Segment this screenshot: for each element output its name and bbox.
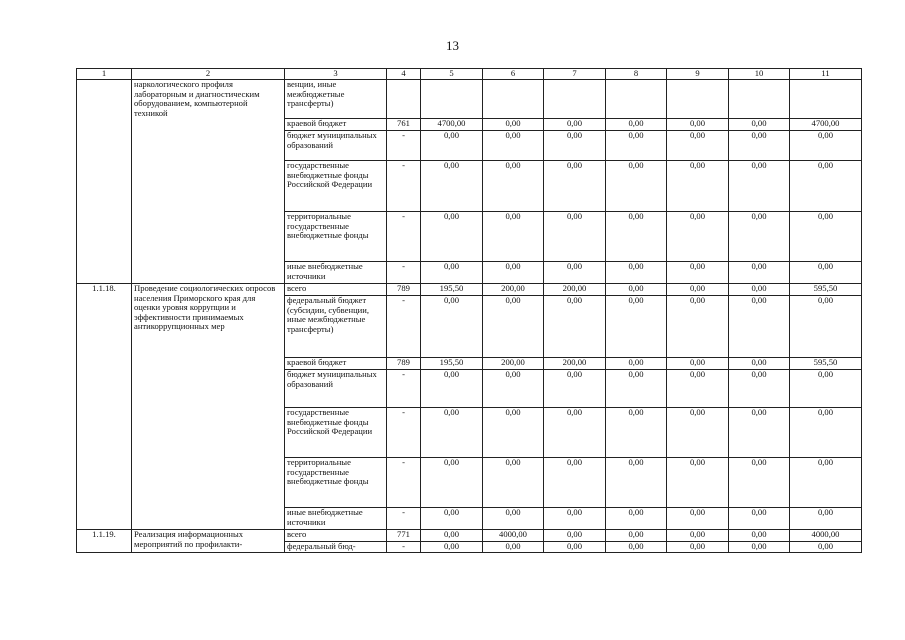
- funding-source: всего: [285, 530, 387, 542]
- amount-cell: [421, 80, 483, 119]
- funding-source: всего: [285, 284, 387, 296]
- budget-code: -: [387, 458, 421, 508]
- funding-source: краевой бюджет: [285, 119, 387, 131]
- funding-source: государственные внебюджетные фонды Российской Федерации: [285, 161, 387, 212]
- budget-code: 789: [387, 284, 421, 296]
- column-header: 8: [606, 69, 667, 80]
- amount-cell: 0,00: [667, 161, 729, 212]
- amount-cell: 0,00: [667, 119, 729, 131]
- amount-cell: 0,00: [790, 508, 862, 530]
- amount-cell: 0,00: [421, 262, 483, 284]
- amount-cell: 0,00: [544, 262, 606, 284]
- amount-cell: 0,00: [606, 530, 667, 542]
- funding-source: территориальные государственные внебюджетные фонды: [285, 212, 387, 262]
- amount-cell: 0,00: [483, 131, 544, 161]
- budget-code: -: [387, 131, 421, 161]
- amount-cell: 0,00: [483, 508, 544, 530]
- amount-cell: 0,00: [729, 161, 790, 212]
- amount-cell: 0,00: [729, 119, 790, 131]
- amount-cell: 0,00: [667, 408, 729, 458]
- amount-cell: 0,00: [421, 296, 483, 358]
- amount-cell: 200,00: [483, 358, 544, 370]
- amount-cell: 0,00: [606, 284, 667, 296]
- amount-cell: 4000,00: [790, 530, 862, 542]
- column-header: 9: [667, 69, 729, 80]
- amount-cell: 0,00: [421, 458, 483, 508]
- amount-cell: 0,00: [544, 370, 606, 408]
- budget-table: [76, 68, 862, 553]
- item-description: наркологического профиля лабораторным и диагностическим оборудованием, компьютерной техникой: [132, 80, 285, 284]
- funding-source: краевой бюджет: [285, 358, 387, 370]
- budget-code: -: [387, 508, 421, 530]
- amount-cell: 595,50: [790, 358, 862, 370]
- amount-cell: 0,00: [667, 508, 729, 530]
- funding-source: венции, иные межбюджетные трансферты): [285, 80, 387, 119]
- column-header: 5: [421, 69, 483, 80]
- amount-cell: 0,00: [606, 542, 667, 553]
- budget-code: [387, 80, 421, 119]
- funding-source: бюджет муниципальных образований: [285, 370, 387, 408]
- amount-cell: 0,00: [544, 458, 606, 508]
- budget-code: -: [387, 296, 421, 358]
- item-description: Проведение социологических опросов населения Приморского края для оценки уровня коррупции и эффективности принимаемых антикоррупционных мер: [132, 284, 285, 530]
- amount-cell: 0,00: [729, 212, 790, 262]
- budget-code: 789: [387, 358, 421, 370]
- funding-source: иные внебюджетные источники: [285, 508, 387, 530]
- amount-cell: 0,00: [667, 542, 729, 553]
- amount-cell: 200,00: [483, 284, 544, 296]
- amount-cell: [790, 80, 862, 119]
- amount-cell: [606, 80, 667, 119]
- amount-cell: 0,00: [667, 530, 729, 542]
- amount-cell: [544, 80, 606, 119]
- amount-cell: 0,00: [667, 370, 729, 408]
- item-code: [77, 80, 132, 284]
- amount-cell: 0,00: [729, 408, 790, 458]
- column-header: 3: [285, 69, 387, 80]
- amount-cell: 0,00: [667, 212, 729, 262]
- amount-cell: 0,00: [729, 508, 790, 530]
- amount-cell: 0,00: [483, 542, 544, 553]
- amount-cell: 195,50: [421, 358, 483, 370]
- amount-cell: 0,00: [729, 296, 790, 358]
- amount-cell: 0,00: [790, 408, 862, 458]
- amount-cell: 0,00: [606, 458, 667, 508]
- amount-cell: 0,00: [667, 296, 729, 358]
- amount-cell: 0,00: [606, 296, 667, 358]
- budget-code: -: [387, 161, 421, 212]
- amount-cell: 0,00: [667, 262, 729, 284]
- amount-cell: 0,00: [606, 119, 667, 131]
- budget-code: -: [387, 262, 421, 284]
- budget-code: -: [387, 542, 421, 553]
- amount-cell: 0,00: [606, 212, 667, 262]
- amount-cell: 0,00: [483, 370, 544, 408]
- item-code: 1.1.19.: [77, 530, 132, 553]
- table-row: [77, 530, 862, 542]
- amount-cell: 0,00: [483, 212, 544, 262]
- amount-cell: 0,00: [421, 542, 483, 553]
- amount-cell: 0,00: [544, 508, 606, 530]
- amount-cell: 0,00: [606, 370, 667, 408]
- column-header: 11: [790, 69, 862, 80]
- amount-cell: 0,00: [421, 131, 483, 161]
- column-header: 1: [77, 69, 132, 80]
- amount-cell: 0,00: [790, 458, 862, 508]
- amount-cell: 0,00: [606, 161, 667, 212]
- amount-cell: 0,00: [667, 458, 729, 508]
- amount-cell: 0,00: [790, 161, 862, 212]
- amount-cell: 0,00: [790, 262, 862, 284]
- amount-cell: 0,00: [790, 131, 862, 161]
- amount-cell: 0,00: [729, 358, 790, 370]
- budget-code: -: [387, 370, 421, 408]
- amount-cell: 0,00: [544, 408, 606, 458]
- amount-cell: 0,00: [667, 131, 729, 161]
- amount-cell: 0,00: [790, 370, 862, 408]
- funding-source: бюджет муниципальных образований: [285, 131, 387, 161]
- amount-cell: 195,50: [421, 284, 483, 296]
- column-header: 2: [132, 69, 285, 80]
- amount-cell: 595,50: [790, 284, 862, 296]
- amount-cell: 0,00: [544, 119, 606, 131]
- item-description: Реализация информационных мероприятий по профилакти-: [132, 530, 285, 553]
- amount-cell: 0,00: [729, 530, 790, 542]
- amount-cell: 0,00: [729, 284, 790, 296]
- table-row: [77, 80, 862, 119]
- amount-cell: 0,00: [544, 161, 606, 212]
- amount-cell: 0,00: [421, 408, 483, 458]
- amount-cell: 0,00: [544, 530, 606, 542]
- amount-cell: 200,00: [544, 284, 606, 296]
- amount-cell: 4000,00: [483, 530, 544, 542]
- amount-cell: 0,00: [667, 358, 729, 370]
- amount-cell: 0,00: [606, 508, 667, 530]
- amount-cell: 0,00: [790, 296, 862, 358]
- column-header: 7: [544, 69, 606, 80]
- budget-code: 761: [387, 119, 421, 131]
- item-code: 1.1.18.: [77, 284, 132, 530]
- amount-cell: 0,00: [729, 262, 790, 284]
- amount-cell: [667, 80, 729, 119]
- amount-cell: 0,00: [421, 370, 483, 408]
- amount-cell: 4700,00: [421, 119, 483, 131]
- budget-code: 771: [387, 530, 421, 542]
- funding-source: иные внебюджетные источники: [285, 262, 387, 284]
- amount-cell: 0,00: [483, 262, 544, 284]
- amount-cell: 0,00: [729, 131, 790, 161]
- column-header: 4: [387, 69, 421, 80]
- amount-cell: 0,00: [483, 119, 544, 131]
- amount-cell: 0,00: [729, 370, 790, 408]
- amount-cell: 0,00: [483, 458, 544, 508]
- amount-cell: 0,00: [790, 542, 862, 553]
- column-header: 10: [729, 69, 790, 80]
- amount-cell: 0,00: [421, 530, 483, 542]
- amount-cell: 0,00: [483, 408, 544, 458]
- amount-cell: 0,00: [606, 408, 667, 458]
- amount-cell: 0,00: [421, 161, 483, 212]
- funding-source: территориальные государственные внебюджетные фонды: [285, 458, 387, 508]
- budget-code: -: [387, 212, 421, 262]
- amount-cell: 0,00: [483, 296, 544, 358]
- amount-cell: [729, 80, 790, 119]
- amount-cell: 0,00: [606, 358, 667, 370]
- amount-cell: 0,00: [606, 262, 667, 284]
- amount-cell: 0,00: [729, 542, 790, 553]
- funding-source: федеральный бюд-: [285, 542, 387, 553]
- amount-cell: 0,00: [544, 296, 606, 358]
- amount-cell: 0,00: [790, 212, 862, 262]
- amount-cell: 0,00: [606, 131, 667, 161]
- funding-source: федеральный бюджет (субсидии, субвенции, иные межбюджетные трансферты): [285, 296, 387, 358]
- funding-source: государственные внебюджетные фонды Российской Федерации: [285, 408, 387, 458]
- amount-cell: [483, 80, 544, 119]
- amount-cell: 200,00: [544, 358, 606, 370]
- page-number: 13: [446, 38, 459, 53]
- header-row: [77, 69, 862, 80]
- amount-cell: 0,00: [421, 212, 483, 262]
- amount-cell: 0,00: [544, 212, 606, 262]
- amount-cell: 0,00: [729, 458, 790, 508]
- amount-cell: 4700,00: [790, 119, 862, 131]
- amount-cell: 0,00: [544, 542, 606, 553]
- amount-cell: 0,00: [667, 284, 729, 296]
- amount-cell: 0,00: [483, 161, 544, 212]
- amount-cell: 0,00: [544, 131, 606, 161]
- budget-code: -: [387, 408, 421, 458]
- column-header: 6: [483, 69, 544, 80]
- table-row: [77, 284, 862, 296]
- amount-cell: 0,00: [421, 508, 483, 530]
